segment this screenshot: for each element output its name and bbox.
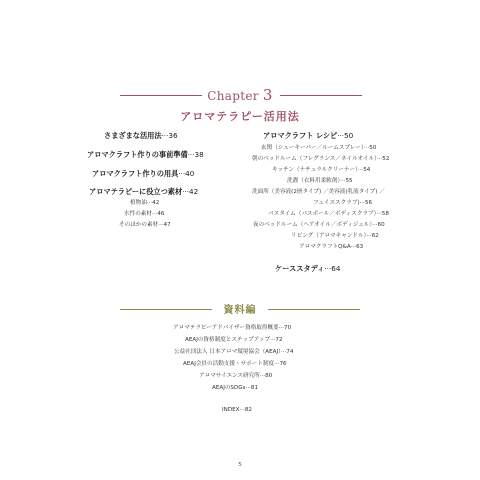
toc-entry-title: アロマクラフトQ&A: [299, 244, 351, 250]
toc-entry-title: 玄関（シューキーパー／ルームスプレー）: [261, 145, 364, 151]
chapter-word: Chapter: [207, 89, 259, 103]
toc-entry-page: ···54: [357, 167, 371, 173]
toc-entry-title: そのほかの素材: [119, 222, 159, 228]
toc-entry-page: ···38: [187, 150, 204, 159]
toc-entry[interactable]: [275, 265, 340, 272]
toc-subentry[interactable]: [252, 190, 385, 196]
toc-entry-title: キッチン（ナチュラルクリーナー）: [272, 167, 358, 173]
toc-entry-title: AEAJのSDGs: [212, 385, 246, 391]
toc-entry-page: ···50: [363, 145, 377, 151]
toc-entry-page: ···47: [158, 222, 171, 228]
toc-entry-title: ケーススタディ: [275, 264, 325, 273]
toc-entry-page: ···70: [278, 325, 292, 331]
toc-entry[interactable]: [87, 151, 204, 158]
toc-subentry[interactable]: [313, 201, 372, 207]
toc-subentry[interactable]: [272, 168, 370, 174]
chapter-title: アロマテラピー活用法: [180, 110, 300, 123]
toc-entry-title: AEAJ会員の活動支援・サポート制度: [183, 361, 275, 367]
toc-entry-title: 洗濯（衣料用柔軟剤）: [287, 178, 341, 184]
toc-subentry[interactable]: [119, 223, 171, 229]
appendix-entry[interactable]: [174, 350, 293, 356]
toc-subentry[interactable]: [268, 212, 389, 218]
chapter-header: [0, 86, 480, 104]
toc-entry-page: ···40: [178, 169, 195, 178]
toc-entry-page: ···80: [259, 373, 273, 379]
toc-entry-title: INDEX: [222, 407, 240, 413]
appendix-entry[interactable]: [212, 386, 258, 392]
toc-entry-page: ···60: [372, 222, 385, 228]
chapter-label: [200, 86, 280, 104]
toc-entry-page: ···52: [376, 156, 390, 162]
toc-entry-title: リビング（アロマキャンドル）: [291, 233, 367, 239]
toc-entry-page: ···62: [366, 233, 379, 239]
toc-entry-page: ···58: [376, 211, 389, 217]
toc-entry-page: ···63: [350, 244, 364, 250]
toc-entry-page: ···74: [280, 349, 294, 355]
toc-entry[interactable]: [104, 132, 178, 139]
toc-entry-page: ···42: [182, 187, 199, 196]
toc-entry-title: AEAJの資格制度とステップアップ: [185, 337, 271, 343]
toc-entry-title: 夜のベッドルーム（ヘアオイル／ボディジェル）: [253, 222, 373, 228]
toc-entry-title: 水性の素材: [124, 211, 152, 217]
toc-entry-page: ···55: [340, 178, 353, 184]
toc-entry-page: ···42: [146, 200, 160, 206]
appendix-header: [0, 301, 480, 317]
toc-entry-page: ···50: [337, 131, 354, 140]
toc-entry-title: 朝のベッドルーム（フレグランス／ネイルオイル）: [252, 156, 377, 162]
toc-subentry[interactable]: [261, 146, 376, 152]
toc-entry-title: バスタイム（バスボール／ボディスクラブ）: [268, 211, 377, 217]
toc-subentry[interactable]: [287, 179, 353, 185]
page-number: 5: [238, 462, 242, 468]
toc-entry-page: ···82: [239, 407, 252, 413]
appendix-entry[interactable]: [199, 374, 272, 380]
toc-entry-page: ···76: [274, 361, 287, 367]
toc-entry[interactable]: [92, 170, 194, 177]
toc-entry-page: ···36: [161, 131, 178, 140]
toc-entry-title: アロマクラフト作りの事前準備: [87, 150, 188, 159]
toc-entry-title: アロマサイエンス研究所: [199, 373, 260, 379]
toc-entry-title: 植物油: [130, 200, 147, 206]
toc-entry-page: ···72: [270, 337, 283, 343]
toc-entry-page: ···64: [324, 264, 341, 273]
appendix-entry[interactable]: [183, 362, 287, 368]
appendix-entry[interactable]: [173, 326, 291, 332]
toc-entry-title: アロマテラピーアドバイザー資格取得概要: [173, 325, 279, 331]
toc-entry[interactable]: [263, 132, 353, 139]
appendix-entry[interactable]: [222, 408, 252, 414]
toc-entry-title: さまざまな活用法: [104, 131, 162, 140]
toc-subentry[interactable]: [291, 234, 379, 240]
toc-entry-title: 公益社団法人 日本アロマ環境協会（AEAJ）: [174, 349, 281, 355]
toc-entry-title: アロマテラピーに役立つ素材: [89, 187, 183, 196]
toc-subentry[interactable]: [299, 245, 363, 251]
chapter-rule-right: [280, 95, 362, 96]
appendix-entry[interactable]: [185, 338, 283, 344]
chapter-number: 3: [262, 86, 273, 104]
toc-subentry[interactable]: [124, 212, 164, 218]
toc-entry-title: アロマクラフト レシピ: [263, 131, 338, 140]
toc-entry-page: ···46: [151, 211, 165, 217]
appendix-rule-left: [120, 309, 212, 310]
toc-subentry[interactable]: [252, 157, 389, 163]
chapter-rule-left: [120, 95, 202, 96]
toc-entry-title: アロマクラフト作りの用具: [92, 169, 179, 178]
toc-entry-title: フェイススクラブ): [313, 200, 360, 206]
toc-entry-title: 洗面所（美容液(2層タイプ) ／美容液(乳液タイプ) ／: [252, 189, 385, 195]
toc-entry[interactable]: [89, 188, 198, 195]
appendix-rule-right: [268, 309, 360, 310]
toc-entry-page: ···81: [245, 385, 258, 391]
toc-subentry[interactable]: [130, 201, 159, 207]
toc-entry-page: ···56: [359, 200, 373, 206]
toc-subentry[interactable]: [253, 223, 385, 229]
appendix-title: 資料編: [223, 305, 257, 316]
